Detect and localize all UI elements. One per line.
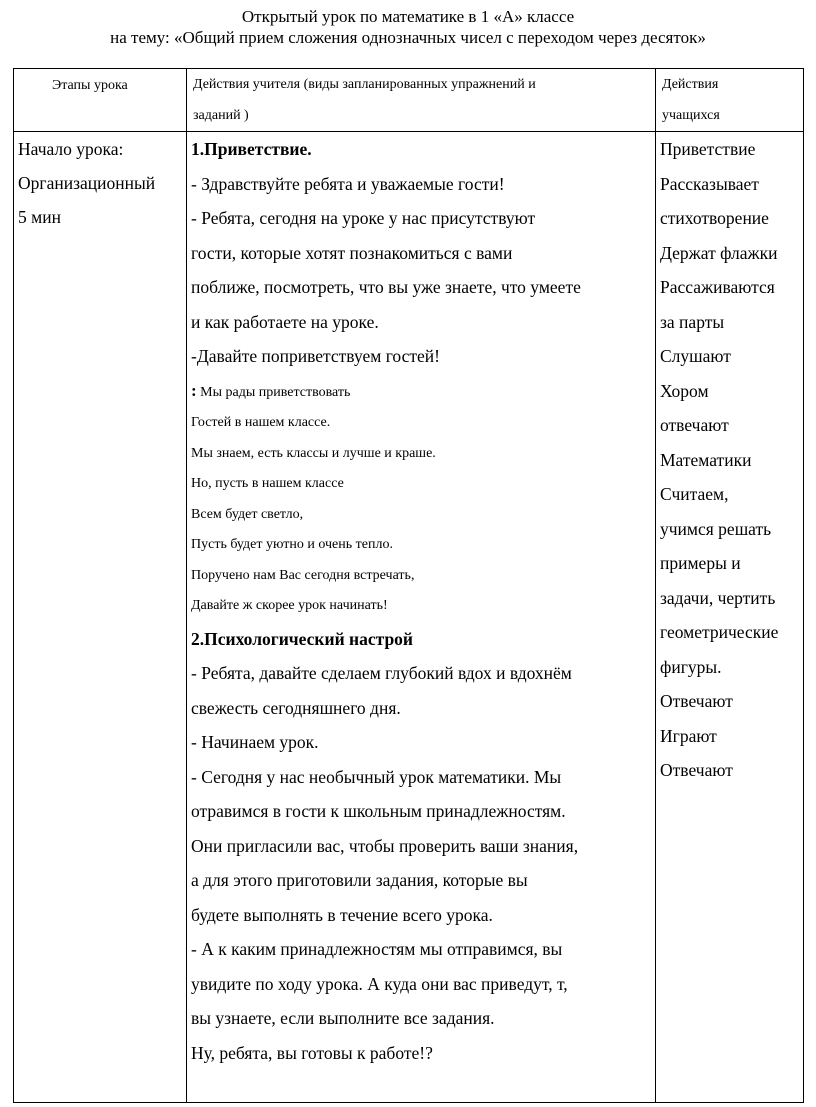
student-line: Рассказывает	[660, 173, 759, 194]
teacher-line: поближе, посмотреть, что вы уже знаете, что умеете	[191, 277, 581, 297]
teacher-line: Ну, ребята, вы готовы к работе!?	[191, 1042, 433, 1063]
teacher-line: увидите по ходу урока. А куда они вас приведут, т,	[191, 973, 568, 994]
header-teacher-line2: заданий )	[193, 107, 249, 123]
document-subtitle: на тему: «Общий прием сложения однозначных чисел с переходом через десяток»	[110, 28, 706, 47]
teacher-line: будете выполнять в течение всего урока.	[191, 904, 493, 925]
teacher-line: отравимся в гости к школьным принадлежностям.	[191, 801, 566, 821]
header-students-line1: Действия	[662, 77, 719, 92]
teacher-line: - Здравствуйте ребята и уважаемые гости!	[191, 173, 505, 194]
poem-line	[191, 376, 651, 409]
header-cell-students	[656, 69, 804, 132]
table-body-row	[14, 132, 804, 1103]
poem-line: Пусть будет уютно и очень тепло.	[191, 537, 393, 552]
student-line: примеры и	[660, 553, 741, 573]
stage-cell	[14, 132, 187, 1103]
stage-line: 5 мин	[18, 207, 61, 227]
poem-line: Гостей в нашем классе.	[191, 415, 331, 430]
poem-line: Поручено нам Вас сегодня встречать,	[191, 567, 415, 583]
student-line: учимся решать	[660, 518, 772, 539]
student-line: Отвечают	[660, 691, 733, 711]
header-students-line2: учащихся	[662, 107, 720, 123]
teacher-line: - Ребята, сегодня на уроке у нас присутствуют	[191, 208, 536, 228]
poem-line: Мы знаем, есть классы и лучше и краше.	[191, 445, 436, 461]
student-line: задачи, чертить	[660, 587, 776, 608]
student-line: Рассаживаются	[660, 277, 775, 297]
stage-line: Начало урока:	[18, 139, 124, 159]
student-line: Приветствие	[660, 139, 756, 159]
document-title: Открытый урок по математике в 1 «А» классе	[241, 7, 575, 26]
poem-text: Мы рады приветствовать	[200, 384, 351, 400]
lesson-plan-table	[13, 68, 804, 1103]
student-line: фигуры.	[660, 656, 722, 677]
student-line: Слушают	[660, 346, 731, 366]
student-line: за парты	[660, 311, 725, 332]
poem-line: Давайте ж скорее урок начинать!	[191, 598, 388, 613]
teacher-line: а для этого приготовили задания, которые вы	[191, 870, 528, 890]
header-teacher-line1: Действия учителя (виды запланированных упражнений и	[193, 77, 536, 92]
header-cell-teacher	[187, 69, 656, 132]
section-mood-title: 2.Психологический настрой	[191, 628, 414, 649]
teacher-line: - Ребята, давайте сделаем глубокий вдох и вдохнём	[191, 663, 572, 683]
teacher-line: и как работаете на уроке.	[191, 311, 379, 332]
teacher-line: - А к каким принадлежностям мы отправимся, вы	[191, 939, 563, 959]
student-line: Держат флажки	[660, 242, 778, 263]
teacher-line: Они пригласили вас, чтобы проверить ваши знания,	[191, 835, 579, 856]
teacher-line: - Сегодня у нас необычный урок математики. Мы	[191, 766, 562, 787]
teacher-line: гости, которые хотят познакомиться с вами	[191, 242, 513, 263]
poem-line: Но, пусть в нашем классе	[191, 476, 344, 491]
student-line: отвечают	[660, 415, 729, 435]
student-line: геометрические	[660, 622, 779, 642]
student-line: Считаем,	[660, 484, 729, 504]
teacher-line: свежесть сегодняшнего дня.	[191, 697, 401, 718]
student-line: стихотворение	[660, 208, 769, 228]
student-line: Хором	[660, 380, 709, 401]
teacher-line: -Давайте поприветствуем гостей!	[191, 346, 440, 366]
poem-colon: :	[191, 380, 197, 400]
teacher-line: - Начинаем урок.	[191, 732, 319, 752]
student-line: Отвечают	[660, 760, 733, 780]
student-actions-cell	[656, 132, 804, 1103]
teacher-line: вы узнаете, если выполните все задания.	[191, 1008, 495, 1028]
table-header-row	[14, 69, 804, 132]
teacher-actions-cell	[187, 132, 656, 1103]
header-cell-stages: Этапы урока	[14, 69, 187, 132]
poem-line: Всем будет светло,	[191, 506, 304, 522]
student-line: Математики	[660, 449, 752, 470]
student-line: Играют	[660, 725, 717, 746]
section-greeting-title: 1.Приветствие.	[191, 139, 312, 159]
stage-line: Организационный	[18, 173, 156, 193]
